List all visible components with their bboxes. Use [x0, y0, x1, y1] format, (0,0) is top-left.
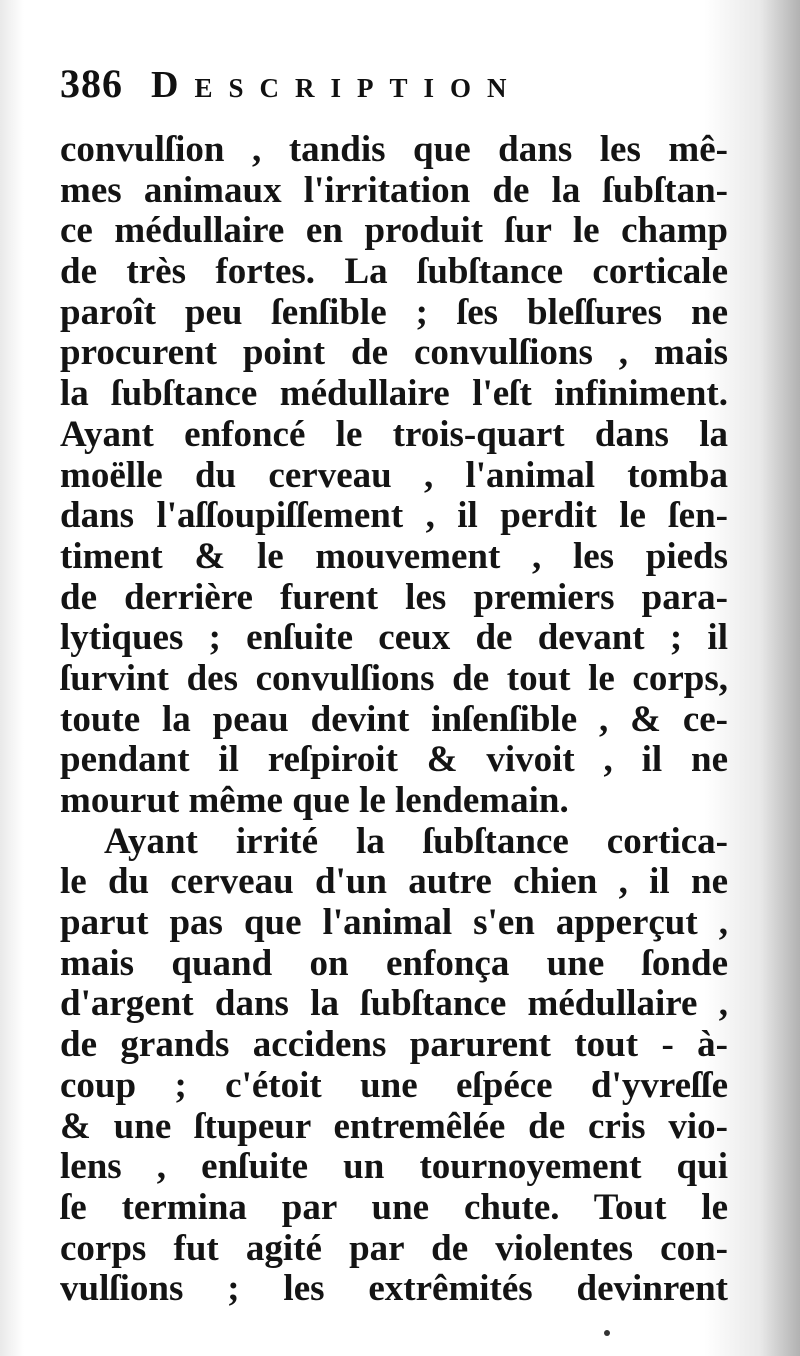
- text-line: convulſion , tandis que dans les mê-: [60, 129, 728, 170]
- text-line: coup ; c'étoit une eſpéce d'yvreſſe: [60, 1064, 728, 1106]
- body-text: [60, 130, 728, 1310]
- text-line: vulſions ; les extrêmités devinrent: [60, 1268, 728, 1310]
- text-line: mourut même que le lendemain.: [60, 780, 569, 821]
- text-line: pendant il reſpiroit & vivoit , il ne: [60, 739, 728, 781]
- text-line: ce médullaire en produit ſur le champ: [60, 210, 728, 252]
- text-line: mes animaux l'irritation de la ſubſtan-: [60, 169, 728, 211]
- text-line: ſe termina par une chute. Tout le: [60, 1186, 728, 1228]
- text-line: le du cerveau d'un autre chien , il ne: [60, 861, 728, 903]
- text-line: la ſubſtance médullaire l'eſt infiniment.: [60, 373, 728, 415]
- text-line: corps fut agité par de violentes con-: [60, 1227, 728, 1269]
- text-line: Ayant irrité la ſubſtance cortica-: [104, 820, 728, 862]
- text-line: Ayant enfoncé le trois-quart dans la: [60, 413, 728, 455]
- page-number: 386: [60, 61, 123, 106]
- text-line: mais quand on enfonça une ſonde: [60, 942, 728, 984]
- text-line: timent & le mouvement , les pieds: [60, 535, 728, 577]
- text-line: moëlle du cerveau , l'animal tomba: [60, 454, 728, 496]
- text-line: ſurvint des convulſions de tout le corps,: [60, 657, 728, 699]
- text-line: & une ſtupeur entremêlée de cris vio-: [60, 1105, 728, 1147]
- text-line: d'argent dans la ſubſtance médullaire ,: [60, 983, 728, 1025]
- text-line: paroît peu ſenſible ; ſes bleſſures ne: [60, 291, 728, 333]
- text-line: procurent point de convulſions , mais: [60, 332, 728, 374]
- text-line: parut pas que l'animal s'en apperçut ,: [60, 902, 728, 944]
- text-line: de très fortes. La ſubſtance corticale: [60, 251, 728, 293]
- text-line: lytiques ; enſuite ceux de devant ; il: [60, 617, 728, 659]
- text-line: de derrière furent les premiers para-: [60, 576, 728, 618]
- text-line: toute la peau devint inſenſible , & ce-: [60, 698, 728, 740]
- page-header: [60, 60, 660, 120]
- running-head: Description: [151, 64, 523, 106]
- text-line: dans l'aſſoupiſſement , il perdit le ſen-: [60, 495, 728, 537]
- ink-speck: [604, 1330, 610, 1336]
- text-line: de grands accidens parurent tout - à-: [60, 1024, 728, 1066]
- text-line: lens , enſuite un tournoyement qui: [60, 1146, 728, 1188]
- page-edge-shadow: [760, 0, 800, 1356]
